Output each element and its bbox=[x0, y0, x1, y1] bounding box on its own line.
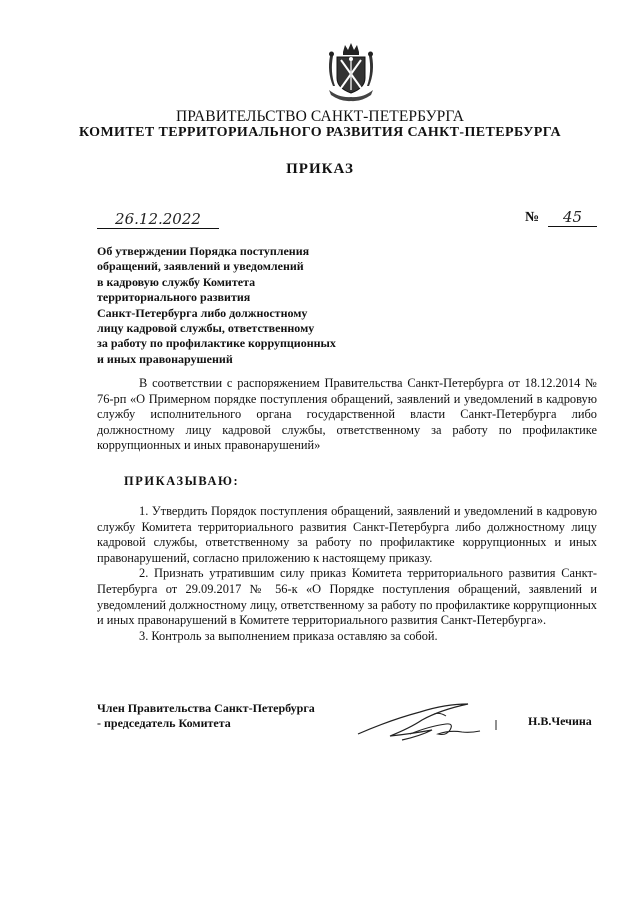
document-type: ПРИКАЗ bbox=[286, 161, 354, 177]
number-sign: № bbox=[525, 210, 540, 225]
committee-name: КОМИТЕТ ТЕРРИТОРИАЛЬНОГО РАЗВИТИЯ САНКТ-ПЕТЕРБУРГА bbox=[78, 125, 562, 140]
subject-line: за работу по профилактике коррупционных bbox=[97, 336, 336, 351]
signatory-title-line: Член Правительства Санкт-Петербурга bbox=[97, 701, 315, 715]
subject-line: территориального развития bbox=[97, 290, 251, 305]
government-name: ПРАВИТЕЛЬСТВО САНКТ-ПЕТЕРБУРГА bbox=[175, 108, 465, 125]
order-date-handwritten: 26.12.2022 bbox=[115, 210, 201, 228]
order-date bbox=[97, 210, 219, 229]
subject-line: Санкт-Петербурга либо должностному bbox=[97, 305, 308, 320]
order-number bbox=[525, 208, 597, 228]
signatory-title-line: - председатель Комитета bbox=[97, 716, 231, 731]
signatory-name: Н.В.Чечина bbox=[528, 714, 592, 728]
decree-word: ПРИКАЗЫВАЮ: bbox=[124, 474, 240, 488]
order-subject bbox=[97, 244, 377, 367]
signatory-title bbox=[97, 701, 315, 732]
handwritten-signature-icon bbox=[350, 690, 510, 750]
subject-line: и иных правонарушений bbox=[97, 351, 233, 366]
order-item: 2. Признать утратившим силу приказ Комитета территориального развития Санкт-Петербурга от 29.09.2017 № 56-к «О Порядке поступления обращений, заявлений и уведомлений должностному лицу, ответственному за работу по профилактике коррупционных и иных правонарушений в Комитете территориального развития Санкт-Петербурга». bbox=[97, 566, 597, 628]
preamble-text: В соответствии с распоряжением Правительства Санкт-Петербурга от 18.12.2014 № 76-рп «О Примерном порядке поступления обращений, заявлений и уведомлений в кадровую службу исполнительного органа государственной власти Санкт-Петербурга либо должностному лицу кадровой службы, ответственному за работу по профилактике коррупционных и иных правонарушений» bbox=[97, 376, 597, 453]
subject-line: в кадровую службу Комитета bbox=[97, 274, 256, 289]
preamble bbox=[97, 376, 597, 454]
order-item: 1. Утвердить Порядок поступления обращений, заявлений и уведомлений в кадровую службу Комитета территориального развития Санкт-Петербурга либо должностному лицу кадровой службы, ответственному за работу по профилактике коррупционных и иных правонарушений, согласно приложению к настоящему приказу. bbox=[97, 504, 597, 565]
order-item: 3. Контроль за выполнением приказа оставляю за собой. bbox=[139, 628, 438, 643]
subject-line: обращений, заявлений и уведомлений bbox=[97, 259, 304, 274]
subject-line: лицу кадровой службы, ответственному bbox=[97, 321, 315, 336]
order-number-handwritten: 45 bbox=[562, 208, 583, 226]
order-items bbox=[97, 504, 597, 644]
subject-line: Об утверждении Порядка поступления bbox=[97, 244, 310, 258]
coat-of-arms-icon bbox=[325, 42, 377, 104]
